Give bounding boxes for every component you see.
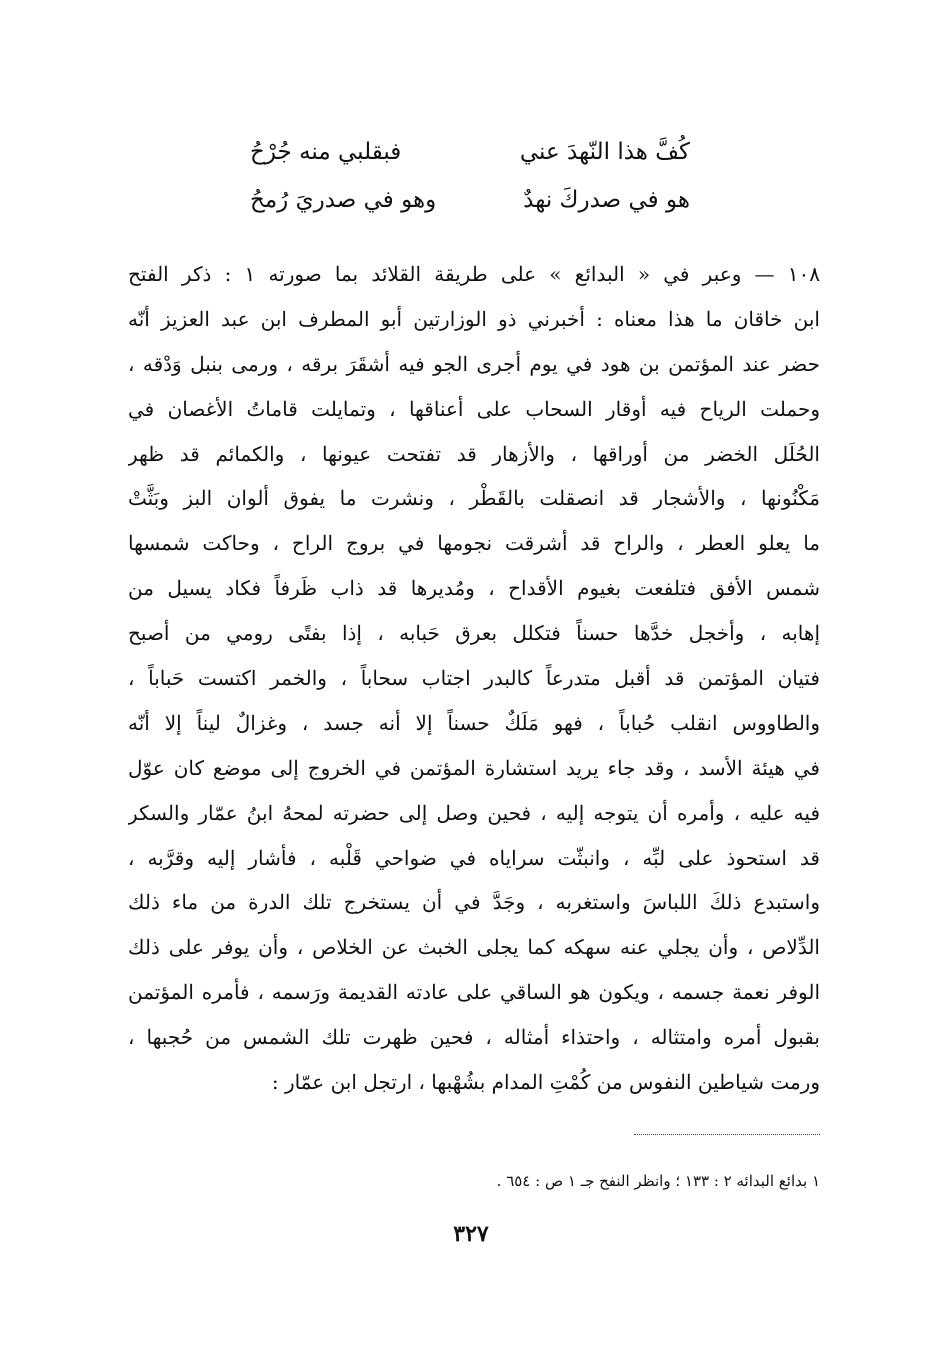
text-line: ١٠٨ — وعبر في « البدائع » على طريقة القلائد بما صورته ١ : ذكر الفتح xyxy=(128,262,820,286)
verse-1-first-hemistich: كُفَّ هذا النّهدَ عني xyxy=(519,139,690,165)
footnote-separator xyxy=(634,1134,820,1135)
text-line: مَكْنُونها ، والأشجار قد انصقلت بالقَطْر ، ونشرت ما يفوق ألوان البز وبَثَّتْ xyxy=(128,486,820,511)
text-line: ورمت شياطين النفوس من كُمْتِ المدام بشُهْبها ، ارتجل ابن عمّار : xyxy=(271,1070,820,1095)
verse-1-second-hemistich: فبقلبي منه جُرْحُ xyxy=(250,139,402,165)
text-line: الحُلَل الخضر من أوراقها ، والأزهار قد تفتحت عيونها ، والكمائم قد ظهر xyxy=(128,441,820,466)
text-line: ابن خاقان ما هذا معناه : أخبرني ذو الوزارتين أبو المطرف ابن عبد العزيز أنّه xyxy=(128,306,820,331)
text-line: الوفر نعمة جسمه ، ويكون هو الساقي على عادته القديمة ورَسمه ، فأمره المؤتمن xyxy=(128,980,820,1005)
text-line: ما يعلو العطر ، والراح قد أشرقت نجومها في بروج الراح ، وحاكت شمسها xyxy=(128,531,820,556)
text-line: إهابه ، وأخجل خدَّها حسناً فتكلل بعرق حَبابه ، إذا بفتًى رومي من أصبح xyxy=(128,621,820,646)
text-line: الدِّلاص ، وأن يجلي عنه سهكه كما يجلى الخبث عن الخلاص ، وأن يوفر على ذلك xyxy=(128,935,820,960)
verse-2-second-hemistich: وهو في صدريَ رُمحُ xyxy=(250,187,437,213)
verse-2-first-hemistich: هو في صدركَ نهدٌ xyxy=(523,187,690,213)
text-line: حضر عند المؤتمن بن هود في يوم أجرى الجو فيه أشقَرَ برقه ، ورمى بنبل وَدْقه ، xyxy=(128,351,820,376)
text-line: قد استحوذ على لبِّه ، وانبثّت سراياه في ضواحي قَلْبه ، فأشار إليه وقرَّبه ، xyxy=(128,845,820,870)
text-line: بقبول أمره وامتثاله ، واحتذاء أمثاله ، فحين ظهرت تلك الشمس من حُجبها ، xyxy=(128,1025,820,1050)
text-line: شمس الأفق فتلفعت بغيوم الأقداح ، ومُديرها قد ذاب ظَرفاً فكاد يسيل من xyxy=(128,576,820,601)
poem-verse-2 xyxy=(250,183,690,217)
text-line: فتيان المؤتمن قد أقبل متدرعاً كالبدر اجتاب سحاباً ، والخمر اكتست حَباباً ، xyxy=(128,666,820,691)
text-line: في هيئة الأسد ، وقد جاء يريد استشارة المؤتمن في الخروج إلى موضع كان عوّل xyxy=(128,755,820,780)
text-line: واستبدع ذلكَ اللباسَ واستغربه ، وجَدَّ في أن يستخرج تلك الدرة من ماء ذلك xyxy=(128,890,820,915)
text-line: فيه عليه ، وأمره أن يتوجه إليه ، فحين وصل إلى حضرته لمحهُ ابنُ عمّار والسكر xyxy=(128,800,820,825)
footnote: ١ بدائع البدائه ٢ : ١٣٣ ؛ وانظر النفح جـ ١ ص : ٦٥٤ . xyxy=(496,1172,820,1190)
paragraph-108 xyxy=(128,252,820,1105)
poem-verse-1 xyxy=(250,135,690,169)
page-number: ٣٢٧ xyxy=(453,1221,489,1247)
text-line: وحملت الرياح فيه أوقار السحاب على أعناقها ، وتمايلت قاماتُ الأغصان في xyxy=(128,396,820,421)
text-line: والطاووس انقلب حُباباً ، فهو مَلَكٌ حسناً إلا أنه جسد ، وغزالٌ ليناً إلا أنّه xyxy=(128,710,820,735)
